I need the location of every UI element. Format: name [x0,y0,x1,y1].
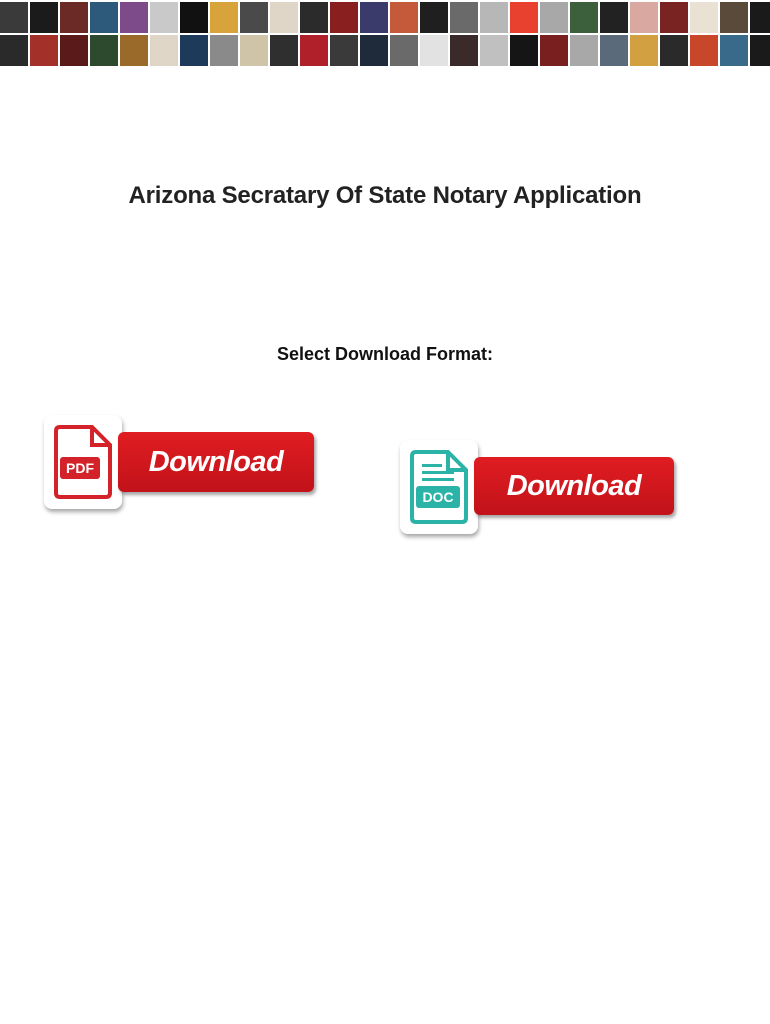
pdf-download-button-label: Download [148,445,284,478]
poster-thumbnail [420,2,448,33]
poster-thumbnail [750,35,770,66]
poster-thumbnail [690,35,718,66]
poster-thumbnail [210,2,238,33]
poster-thumbnail [360,2,388,33]
pdf-download-button[interactable] [118,432,314,492]
poster-thumbnail [450,2,478,33]
banner-row-top [0,2,770,33]
doc-download-button-label: Download [506,469,642,502]
poster-thumbnail [540,2,568,33]
poster-thumbnail [660,35,688,66]
poster-thumbnail [600,2,628,33]
doc-icon-card[interactable] [400,440,478,534]
poster-thumbnail [0,35,28,66]
poster-thumbnail [330,35,358,66]
poster-thumbnail [150,2,178,33]
doc-format-label: DOC [422,489,454,505]
poster-thumbnail [510,2,538,33]
poster-thumbnail [270,35,298,66]
poster-thumbnail [390,2,418,33]
doc-file-icon [410,450,468,524]
poster-thumbnail [630,2,658,33]
poster-thumbnail [30,35,58,66]
poster-thumbnail [90,35,118,66]
poster-thumbnail [600,35,628,66]
poster-thumbnail [630,35,658,66]
poster-banner [0,0,770,67]
poster-thumbnail [240,35,268,66]
poster-thumbnail [720,2,748,33]
poster-thumbnail [330,2,358,33]
doc-download-button[interactable] [474,457,674,515]
poster-thumbnail [270,2,298,33]
poster-thumbnail [180,2,208,33]
pdf-file-icon [54,425,112,499]
poster-thumbnail [60,35,88,66]
poster-thumbnail [300,2,328,33]
poster-thumbnail [150,35,178,66]
page-title: Arizona Secratary Of State Notary Application [128,182,642,209]
poster-thumbnail [60,2,88,33]
poster-thumbnail [660,2,688,33]
poster-thumbnail [510,35,538,66]
poster-thumbnail [570,35,598,66]
poster-thumbnail [450,35,478,66]
pdf-download-option[interactable] [44,415,316,513]
pdf-icon-card[interactable] [44,415,122,509]
poster-thumbnail [690,2,718,33]
doc-download-option[interactable] [400,440,678,536]
poster-thumbnail [210,35,238,66]
poster-thumbnail [750,2,770,33]
poster-thumbnail [180,35,208,66]
poster-thumbnail [720,35,748,66]
poster-thumbnail [0,2,28,33]
poster-thumbnail [570,2,598,33]
poster-thumbnail [480,35,508,66]
poster-thumbnail [120,35,148,66]
poster-thumbnail [30,2,58,33]
poster-thumbnail [360,35,388,66]
poster-thumbnail [90,2,118,33]
poster-thumbnail [480,2,508,33]
banner-row-bottom [0,35,770,66]
poster-thumbnail [120,2,148,33]
poster-thumbnail [390,35,418,66]
poster-thumbnail [420,35,448,66]
pdf-format-label: PDF [66,460,94,476]
poster-thumbnail [300,35,328,66]
poster-thumbnail [240,2,268,33]
select-format-label: Select Download Format: [276,344,494,364]
poster-thumbnail [540,35,568,66]
